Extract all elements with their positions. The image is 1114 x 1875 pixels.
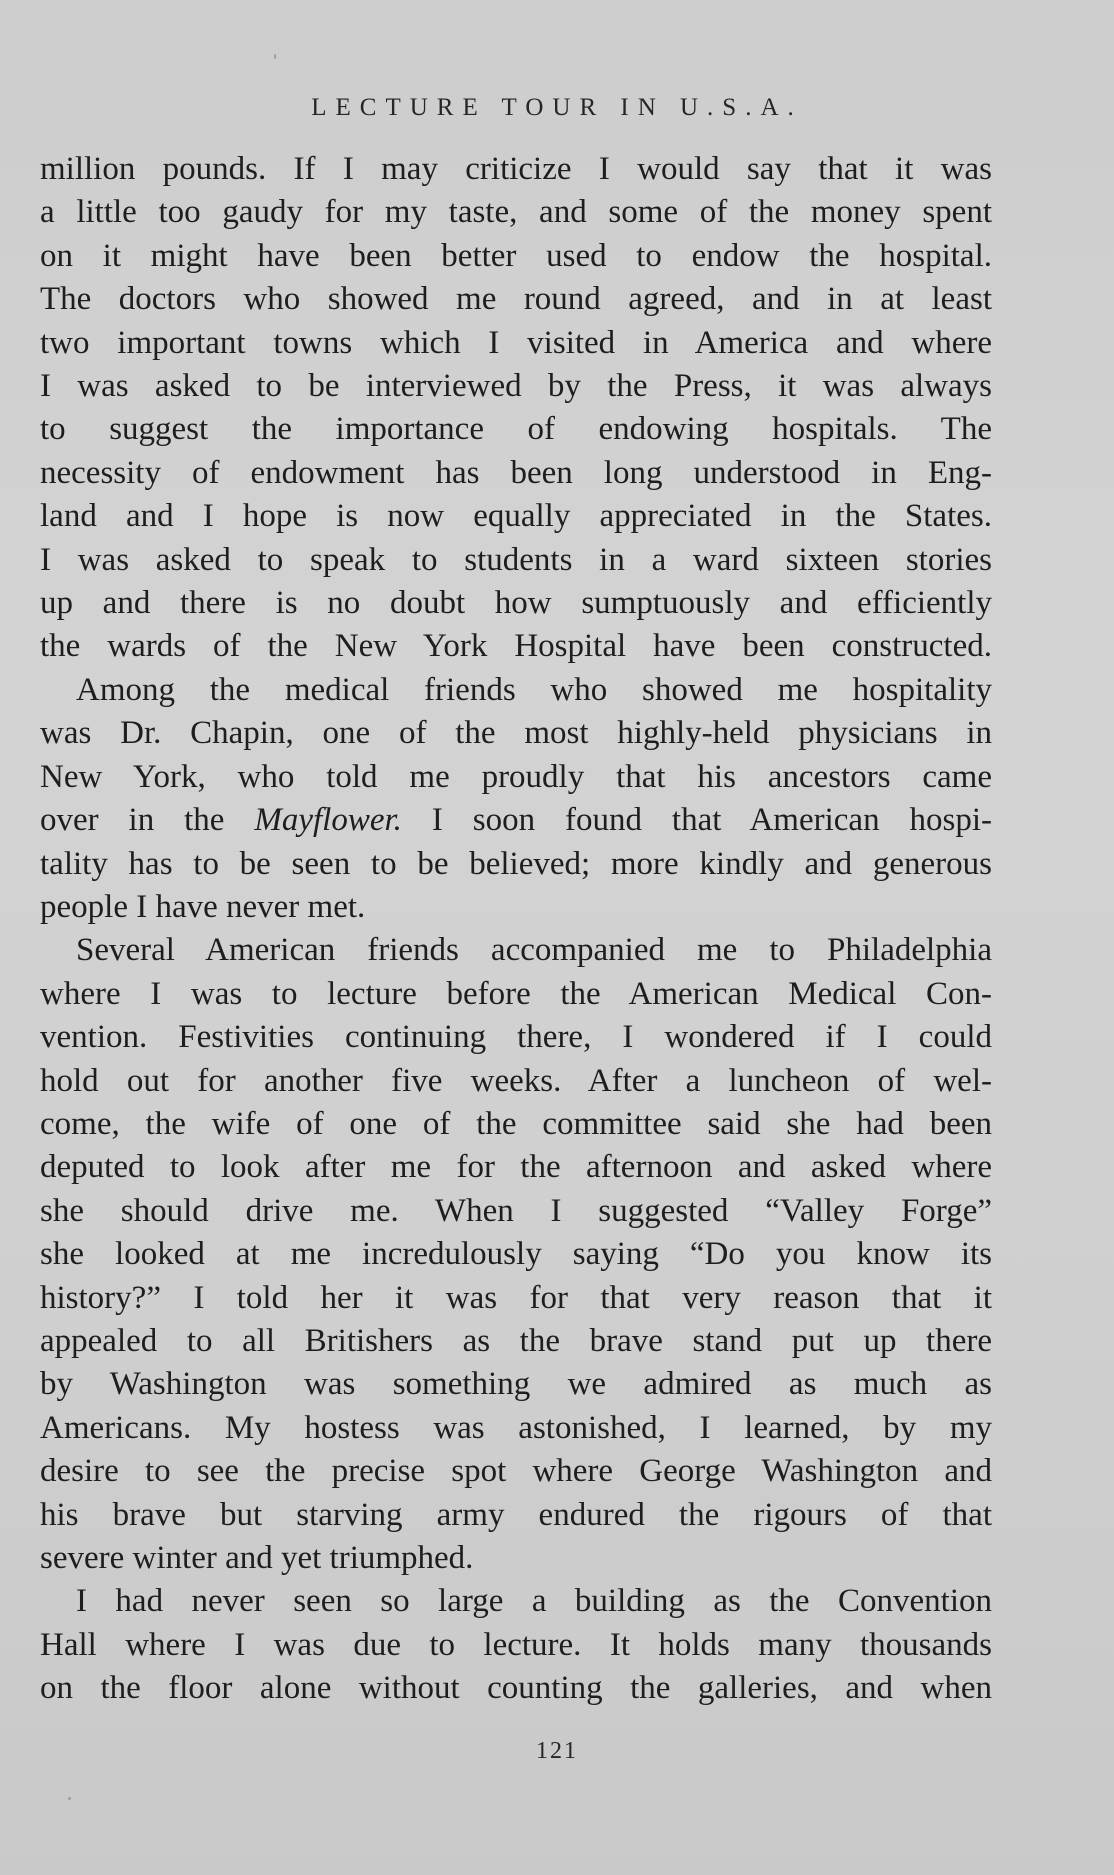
text-line: Several American friends accompanied me to Philadelphia <box>76 932 992 969</box>
text-line: a little too gaudy for my taste, and some of the money spent <box>40 194 992 231</box>
text-line: tality has to be seen to be believed; more kindly and generous <box>40 845 992 882</box>
text-line: Among the medical friends who showed me hospitality <box>76 671 992 708</box>
text-line: Hall where I was due to lecture. It holds many thousands <box>40 1626 992 1663</box>
text-line: deputed to look after me for the afternoon and asked where <box>40 1149 992 1186</box>
text-line: by Washington was something we admired as much as <box>40 1366 992 1403</box>
text-line: on the floor alone without counting the galleries, and when <box>40 1670 992 1707</box>
text-line: desire to see the precise spot where George Washington and <box>40 1453 992 1490</box>
paragraph-2 <box>40 669 992 929</box>
text-line: she should drive me. When I suggested “Valley Forge” <box>40 1192 992 1229</box>
text-line: his brave but starving army endured the rigours of that <box>40 1496 992 1533</box>
text-line <box>40 799 992 842</box>
text-line: million pounds. If I may criticize I would say that it was <box>40 151 992 187</box>
text-line: two important towns which I visited in America and where <box>40 324 992 361</box>
text-line: land and I hope is now equally appreciated in the States. <box>40 498 992 535</box>
paper-speck <box>274 54 276 59</box>
paragraph-1 <box>40 148 992 669</box>
paragraph-4 <box>40 1580 992 1710</box>
text-line: up and there is no doubt how sumptuously and efficiently <box>40 585 992 622</box>
text-line: I was asked to be interviewed by the Press, it was always <box>40 368 992 405</box>
text-line: the wards of the New York Hospital have been constructed. <box>40 628 992 665</box>
text-line: people I have never met. <box>40 888 366 925</box>
text-line: severe winter and yet triumphed. <box>40 1540 474 1576</box>
text-line: she looked at me incredulously saying “Do you know its <box>40 1236 992 1273</box>
text-line: Americans. My hostess was astonished, I learned, by my <box>40 1409 992 1446</box>
text-line: on it might have been better used to endow the hospital. <box>40 237 992 274</box>
text-line: I had never seen so large a building as the Convention <box>76 1583 992 1620</box>
text-line: The doctors who showed me round agreed, and in at least <box>40 281 992 318</box>
ship-name-italic: Mayflower. <box>254 802 402 839</box>
page-number: 121 <box>536 1738 578 1764</box>
body-text <box>40 148 992 1711</box>
paper-speck <box>68 1797 71 1800</box>
text-line: come, the wife of one of the committee said she had been <box>40 1105 992 1142</box>
text-line: New York, who told me proudly that his ancestors came <box>40 758 992 795</box>
text-line: I was asked to speak to students in a ward sixteen stories <box>40 541 992 578</box>
text-line: to suggest the importance of endowing hospitals. The <box>40 411 992 448</box>
text-line: where I was to lecture before the American Medical Con- <box>40 975 992 1012</box>
text-run: over in the <box>40 802 255 839</box>
text-line: was Dr. Chapin, one of the most highly-held physicians in <box>40 715 992 752</box>
text-line: appealed to all Britishers as the brave stand put up there <box>40 1322 992 1359</box>
text-line: necessity of endowment has been long understood in Eng- <box>40 454 992 491</box>
paragraph-3 <box>40 929 992 1580</box>
text-line: history?” I told her it was for that very reason that it <box>40 1279 992 1316</box>
text-line: hold out for another five weeks. After a luncheon of wel- <box>40 1062 992 1099</box>
text-line: vention. Festivities continuing there, I wondered if I could <box>40 1019 992 1056</box>
text-run: I soon found that American hospi- <box>401 802 992 839</box>
running-head: LECTURE TOUR IN U.S.A. <box>311 94 803 121</box>
